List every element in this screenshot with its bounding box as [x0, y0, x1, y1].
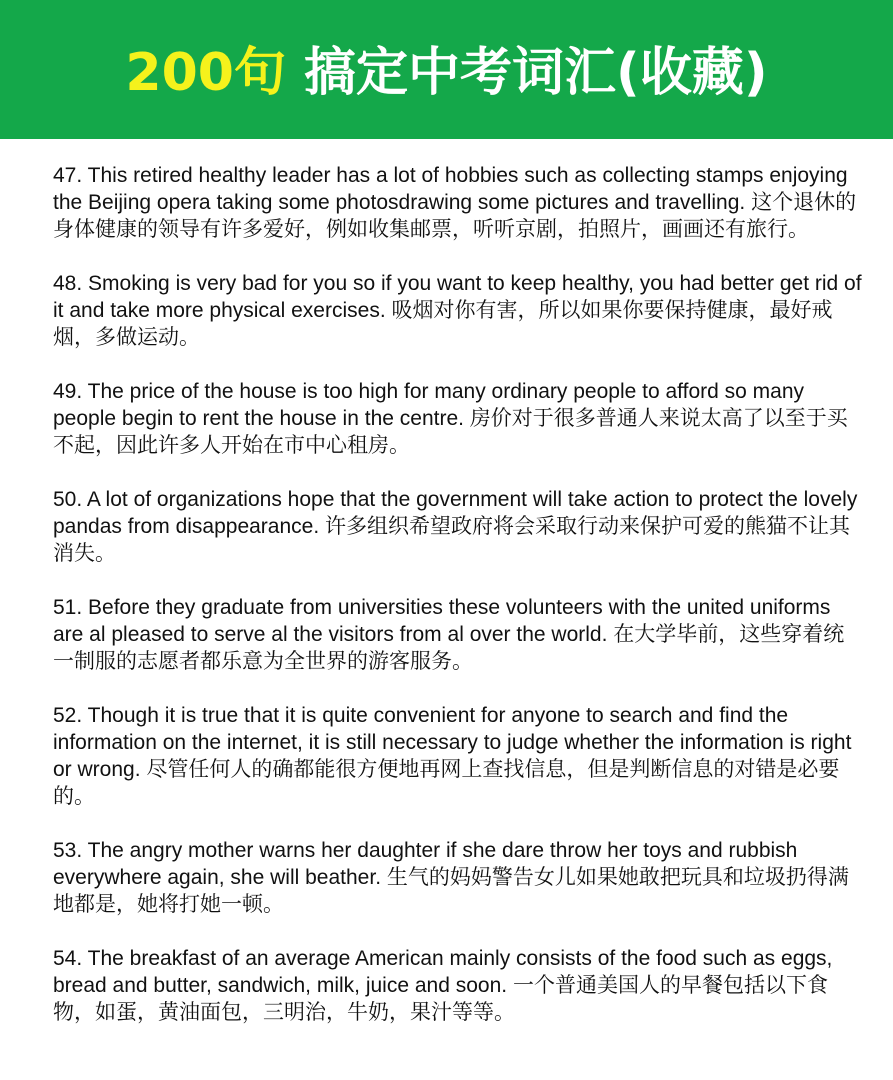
sentence-item [53, 162, 865, 243]
sentence-item [53, 837, 865, 918]
english-sentence: 52. Though it is true that it is quite convenient for anyone to search and find the information on the internet, it is still necessary to judge whether the information is right or wrong. [53, 704, 852, 781]
chinese-translation: 生气的妈妈警告女儿如果她敢把玩具和垃圾扔得满地都是，她将打她一顿。 [53, 866, 849, 916]
english-sentence: 51. Before they graduate from universities these volunteers with the united uniforms are al pleased to serve al the visitors from al over the world. [53, 596, 831, 646]
chinese-translation: 在大学毕前，这些穿着统一制服的志愿者都乐意为全世界的游客服务。 [53, 623, 845, 673]
chinese-translation: 一个普通美国人的早餐包括以下食物，如蛋，黄油面包，三明治，牛奶，果汁等等。 [53, 974, 828, 1024]
chinese-translation: 这个退休的身体健康的领导有许多爱好，例如收集邮票，听听京剧，拍照片，画画还有旅行。 [53, 191, 857, 241]
sentence-item [53, 486, 865, 567]
sentence-item [53, 945, 865, 1026]
english-sentence: 48. Smoking is very bad for you so if you want to keep healthy, you had better get rid of it and take more physical exercises. [53, 272, 862, 322]
chinese-translation: 房价对于很多普通人来说太高了以至于买不起，因此许多人开始在市中心租房。 [53, 407, 848, 457]
sentence-list [53, 162, 865, 1053]
english-sentence: 49. The price of the house is too high for many ordinary people to afford so many people begin to rent the house in the centre. [53, 380, 805, 430]
sentence-item [53, 378, 865, 459]
chinese-translation: 吸烟对你有害，所以如果你要保持健康，最好戒烟，多做运动。 [53, 299, 833, 349]
header-banner [0, 0, 893, 139]
title-accent: 200句 [125, 42, 286, 103]
chinese-translation: 尽管任何人的确都能很方便地再网上查找信息，但是判断信息的对错是必要的。 [53, 758, 840, 808]
sentence-item [53, 270, 865, 351]
page-title [125, 42, 768, 103]
chinese-translation: 许多组织希望政府将会采取行动来保护可爱的熊猫不让其消失。 [53, 515, 851, 565]
english-sentence: 50. A lot of organizations hope that the government will take action to protect the lovely pandas from disappearance. [53, 488, 858, 538]
sentence-item [53, 702, 865, 810]
english-sentence: 47. This retired healthy leader has a lot of hobbies such as collecting stamps enjoying the Beijing opera taking some photosdrawing some pictures and travelling. [53, 164, 848, 214]
english-sentence: 53. The angry mother warns her daughter if she dare throw her toys and rubbish everywhere again, she will beather. [53, 839, 798, 889]
english-sentence: 54. The breakfast of an average American mainly consists of the food such as eggs, bread and butter, sandwich, milk, juice and soon. [53, 947, 833, 997]
title-main: 搞定中考词汇(收藏) [285, 42, 768, 103]
sentence-item [53, 594, 865, 675]
